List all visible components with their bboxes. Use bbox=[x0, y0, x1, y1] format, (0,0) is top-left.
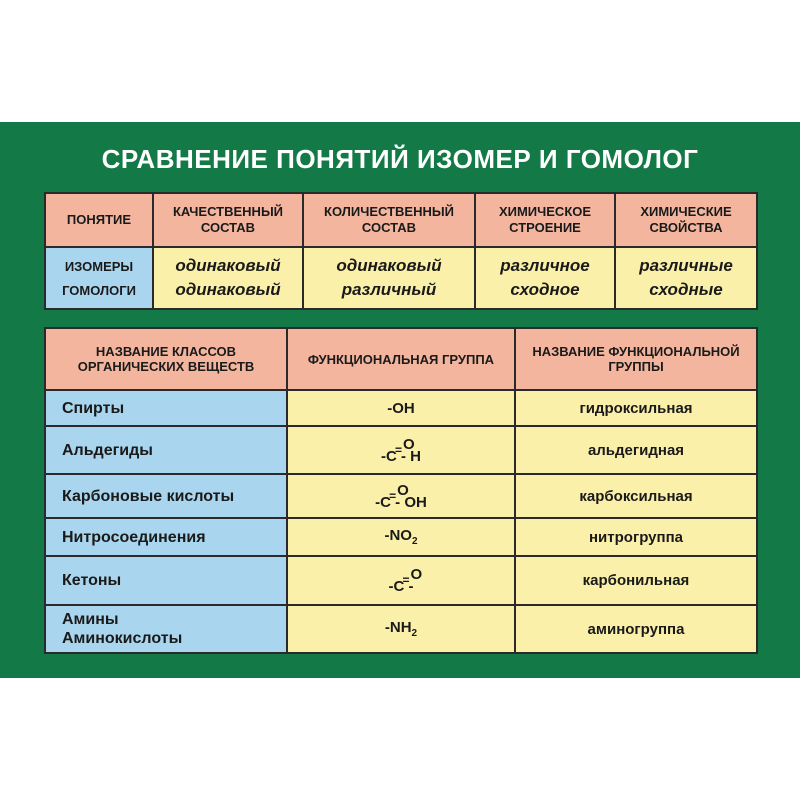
functional-groups-table bbox=[44, 327, 758, 654]
properties-value: сходные bbox=[615, 278, 757, 309]
group-name: аминогруппа bbox=[515, 605, 757, 653]
table-row bbox=[45, 605, 757, 653]
class-name-line1: Амины bbox=[62, 611, 119, 628]
concept-label: ГОМОЛОГИ bbox=[45, 278, 153, 309]
class-name: Спирты bbox=[45, 390, 287, 426]
formula-main: -C bbox=[388, 578, 405, 595]
functional-group-formula: -OH bbox=[287, 390, 515, 426]
formula-main: -NH bbox=[384, 619, 412, 636]
class-name: Кетоны bbox=[45, 556, 287, 605]
header-functional-group: ФУНКЦИОНАЛЬНАЯ ГРУППА bbox=[287, 328, 515, 390]
formula-tail: - OH bbox=[395, 493, 427, 511]
class-name bbox=[45, 605, 287, 653]
double-bond: = bbox=[389, 488, 397, 503]
class-name: Карбоновые кислоты bbox=[45, 474, 287, 518]
group-name: нитрогруппа bbox=[515, 518, 757, 556]
header-class-name: НАЗВАНИЕ КЛАССОВ ОРГАНИЧЕСКИХ ВЕЩЕСТВ bbox=[45, 328, 287, 390]
table-row bbox=[45, 474, 757, 518]
qualitative-value: одинаковый bbox=[153, 278, 303, 309]
table-row bbox=[45, 518, 757, 556]
formula-main: -C bbox=[375, 493, 391, 511]
functional-group-formula bbox=[287, 518, 515, 556]
header-structure: ХИМИЧЕСКОЕ СТРОЕНИЕ bbox=[475, 193, 615, 247]
header-group-name: НАЗВАНИЕ ФУНКЦИОНАЛЬНОЙ ГРУППЫ bbox=[515, 328, 757, 390]
properties-value: различные bbox=[615, 247, 757, 278]
header-concept: ПОНЯТИЕ bbox=[45, 193, 153, 247]
oxygen-atom: O bbox=[403, 435, 415, 453]
oxygen-atom: O bbox=[410, 566, 423, 583]
functional-group-formula bbox=[287, 474, 515, 518]
formula-main: -NO bbox=[384, 527, 412, 544]
formula-subscript: 2 bbox=[411, 628, 418, 639]
comparison-row-homologs bbox=[45, 278, 757, 309]
header-qualitative: КАЧЕСТВЕННЫЙ СОСТАВ bbox=[153, 193, 303, 247]
table-row bbox=[45, 426, 757, 474]
functional-group-formula bbox=[287, 556, 515, 605]
table-row bbox=[45, 556, 757, 605]
comparison-row-isomers bbox=[45, 247, 757, 278]
formula-tail: - H bbox=[401, 447, 421, 465]
group-name: альдегидная bbox=[515, 426, 757, 474]
comparison-table bbox=[44, 192, 758, 310]
poster-title: СРАВНЕНИЕ ПОНЯТИЙ ИЗОМЕР И ГОМОЛОГ bbox=[101, 144, 699, 174]
oxygen-atom: O bbox=[397, 481, 409, 499]
quantitative-value: различный bbox=[303, 278, 475, 309]
groups-header-row bbox=[45, 328, 757, 390]
class-name-line2: Аминокислоты bbox=[62, 630, 183, 647]
formula-tail: - bbox=[408, 578, 414, 595]
formula-subscript: 2 bbox=[411, 536, 418, 547]
header-quantitative: КОЛИЧЕСТВЕННЫЙ СОСТАВ bbox=[303, 193, 475, 247]
quantitative-value: одинаковый bbox=[303, 247, 475, 278]
group-name: карбоксильная bbox=[515, 474, 757, 518]
double-bond: = bbox=[402, 573, 410, 587]
comparison-header-row bbox=[45, 193, 757, 247]
structure-value: сходное bbox=[475, 278, 615, 309]
functional-group-formula bbox=[287, 426, 515, 474]
group-name: карбонильная bbox=[515, 556, 757, 605]
class-name: Нитросоединения bbox=[45, 518, 287, 556]
functional-group-formula bbox=[287, 605, 515, 653]
qualitative-value: одинаковый bbox=[153, 247, 303, 278]
header-properties: ХИМИЧЕСКИЕ СВОЙСТВА bbox=[615, 193, 757, 247]
formula-main: -C bbox=[381, 447, 397, 465]
table-row bbox=[45, 390, 757, 426]
group-name: гидроксильная bbox=[515, 390, 757, 426]
double-bond: = bbox=[395, 442, 403, 457]
concept-label: ИЗОМЕРЫ bbox=[45, 247, 153, 278]
structure-value: различное bbox=[475, 247, 615, 278]
class-name: Альдегиды bbox=[45, 426, 287, 474]
